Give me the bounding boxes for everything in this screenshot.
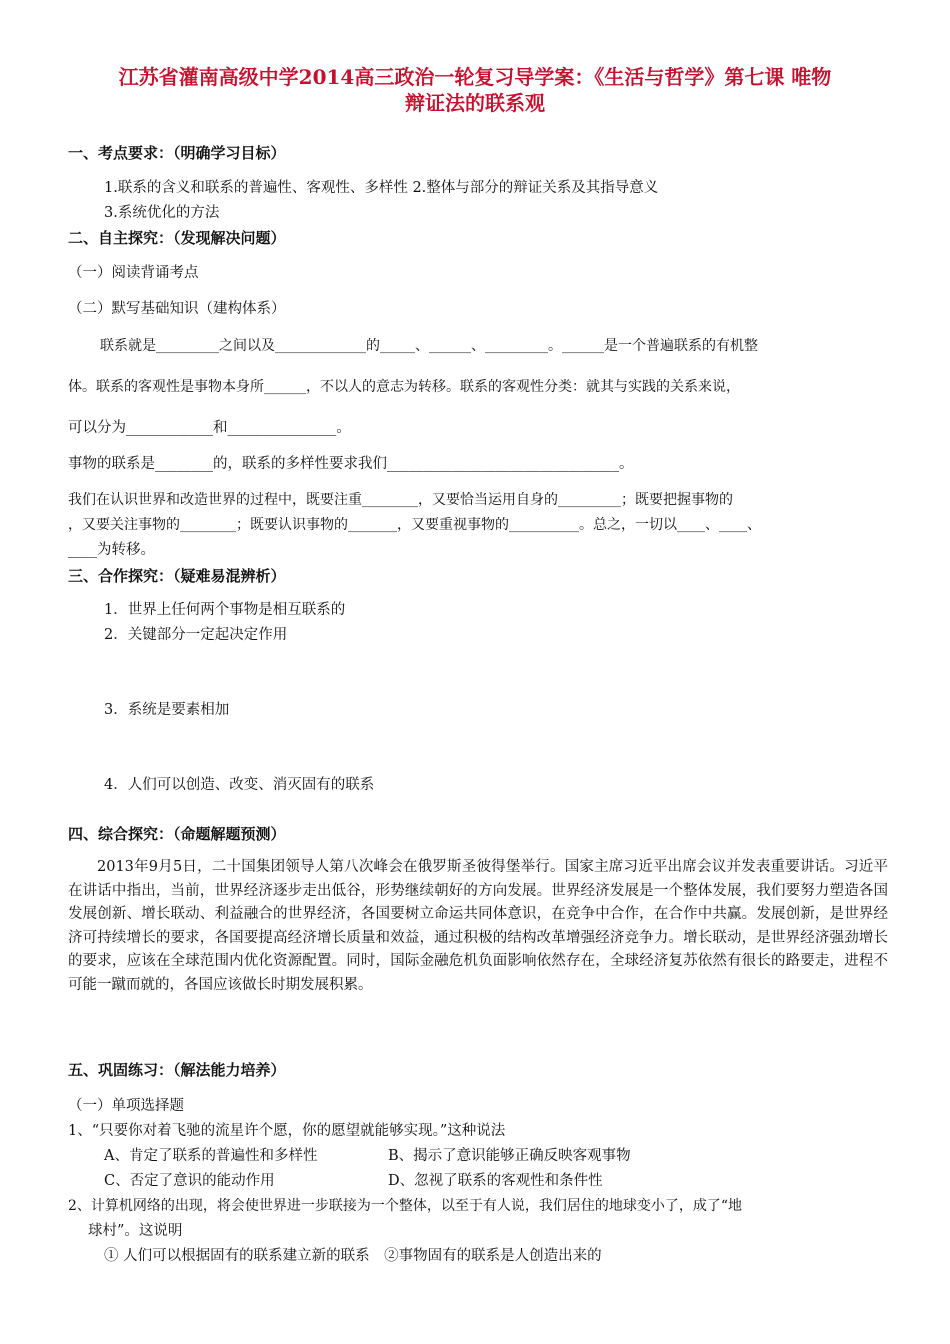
s2-fill-line-3: 可以分为____________和_______________。 bbox=[68, 420, 351, 436]
q1-option-c: C、否定了意识的能动作用 bbox=[104, 1173, 275, 1189]
s2-fill-line-4: 事物的联系是________的，联系的多样性要求我们________________________________。 bbox=[68, 456, 634, 472]
s3-item-1: 1．世界上任何两个事物是相互联系的 bbox=[104, 602, 346, 618]
s2-sub-1: （一）阅读背诵考点 bbox=[68, 265, 199, 281]
section-4-heading: 四、综合探究：（命题解题预测） bbox=[68, 825, 286, 843]
s2-fill-line-6: ，又要关注事物的________；既要认识事物的_______，又要重视事物的__________。总之，一切以____、____、 bbox=[68, 517, 761, 533]
s1-objective-line-1: 1.联系的含义和联系的普遍性、客观性、多样性 2.整体与部分的辩证关系及其指导意义 bbox=[104, 180, 659, 196]
s2-fill-line-7: ____为转移。 bbox=[68, 542, 155, 558]
s5-sub-1: （一）单项选择题 bbox=[68, 1098, 184, 1114]
s3-item-2: 2．关键部分一定起决定作用 bbox=[104, 627, 288, 643]
q2-stem-line-1: 2、计算机网络的出现，将会使世界进一步联接为一个整体，以至于有人说，我们居住的地球变小了，成了“地 bbox=[68, 1198, 743, 1214]
s3-item-3: 3．系统是要素相加 bbox=[104, 702, 230, 718]
q2-options-line: ① 人们可以根据固有的联系建立新的联系 ②事物固有的联系是人创造出来的 bbox=[104, 1248, 602, 1264]
section-3-heading: 三、合作探究：（疑难易混辨析） bbox=[68, 567, 286, 585]
s3-item-4: 4．人们可以创造、改变、消灭固有的联系 bbox=[104, 777, 375, 793]
document-title-line-2: 辩证法的联系观 bbox=[405, 91, 545, 115]
section-5-heading: 五、巩固练习：（解法能力培养） bbox=[68, 1061, 286, 1079]
s1-objective-line-2: 3.系统优化的方法 bbox=[104, 205, 220, 221]
s2-fill-line-2: 体。联系的客观性是事物本身所______，不以人的意志为转移。联系的客观性分类：就其与实践的关系来说， bbox=[68, 379, 740, 395]
section-1-heading: 一、考点要求：（明确学习目标） bbox=[68, 144, 286, 162]
s4-case-paragraph: 2013年9月5日，二十国集团领导人第八次峰会在俄罗斯圣彼得堡举行。国家主席习近平出席会议并发表重要讲话。习近平在讲话中指出，当前，世界经济逐步走出低谷，形势继续朝好的方向发展。世界经济发展是一个整体发展，我们要努力塑造各国发展创新、增长联动、利益融合的世界经济，各国要树立命运共同体意识，在竞争中合作，在合作中共赢。发展创新，是世界经济可持续增长的要求，各国要提高经济增长质量和效益，通过积极的结构改革增强经济竞争力。增长联动，是世界经济强劲增长的要求，应该在全球范围内优化资源配置。同时，国际金融危机负面影响依然存在，全球经济复苏依然有很长的路要走，进程不可能一蹴而就的，各国应该做长时期发展积累。 bbox=[68, 859, 888, 993]
section-2-heading: 二、自主探究：（发现解决问题） bbox=[68, 229, 286, 247]
q1-option-d: D、忽视了联系的客观性和条件性 bbox=[388, 1173, 603, 1189]
q1-stem: 1、“只要你对着飞驰的流星许个愿，你的愿望就能够实现。”这种说法 bbox=[68, 1123, 506, 1139]
s2-fill-line-5: 我们在认识世界和改造世界的过程中，既要注重________，又要恰当运用自身的_________；既要把握事物的 bbox=[68, 492, 733, 508]
q1-option-b: B、揭示了意识能够正确反映客观事物 bbox=[388, 1148, 631, 1164]
q1-option-a: A、肯定了联系的普遍性和多样性 bbox=[104, 1148, 318, 1164]
s2-fill-line-1: 联系就是_________之间以及_____________的_____、______、_________。______是一个普遍联系的有机整 bbox=[100, 338, 758, 354]
q2-stem-line-2: 球村”。这说明 bbox=[88, 1223, 183, 1239]
document-title-line-1: 江苏省灌南高级中学2014高三政治一轮复习导学案：《生活与哲学》第七课 唯物 bbox=[118, 65, 832, 89]
s2-sub-2: （二）默写基础知识（建构体系） bbox=[68, 301, 286, 317]
